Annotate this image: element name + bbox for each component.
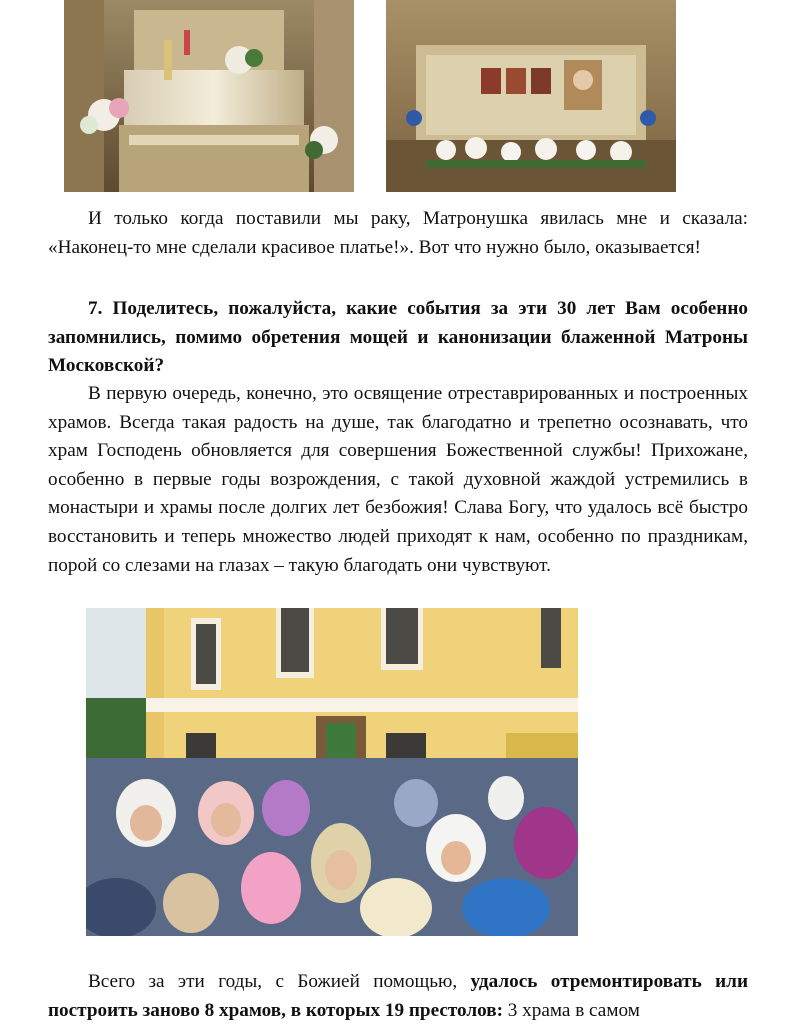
crowd-photo [86,608,578,936]
reliquary-photo-left [64,0,354,192]
reliquary-photo-right [386,0,676,192]
final-paragraph [48,968,748,1025]
answer-paragraph: В первую очередь, конечно, это освящение отреставрированных и построенных храмов. Всегда такая радость на душе, так благодатно и трепетно осознавать, что храм Господень обновляется для совершения Божественной службы! Прихожане, особенно в первые годы возрождения, с такой духовной жаждой устремились в монастыри и храмы после долгих лет безбожия! Слава Богу, что удалось всё быстро восстановить и теперь множество людей приходят к нам, особенно по праздникам, порой со слезами на глазах – такую благодать они чувствуют. [48,383,748,576]
final-bold: удалось отремонтировать или построить заново 8 храмов, в которых 19 престолов: [48,971,748,1021]
paragraph-raka: И только когда поставили мы раку, Матронушка явилась мне и сказала: «Наконец-то мне сделали красивое платье!». Вот что нужно было, оказывается! [48,208,748,258]
final-part2: 3 храма в самом [507,999,640,1021]
final-part1: Всего за эти годы, с Божией помощью, [88,971,458,992]
question-7: 7. Поделитесь, пожалуйста, какие события за эти 30 лет Вам особенно запомнились, помимо обретения мощей и канонизации блаженной Матроны Московской? [48,298,748,377]
